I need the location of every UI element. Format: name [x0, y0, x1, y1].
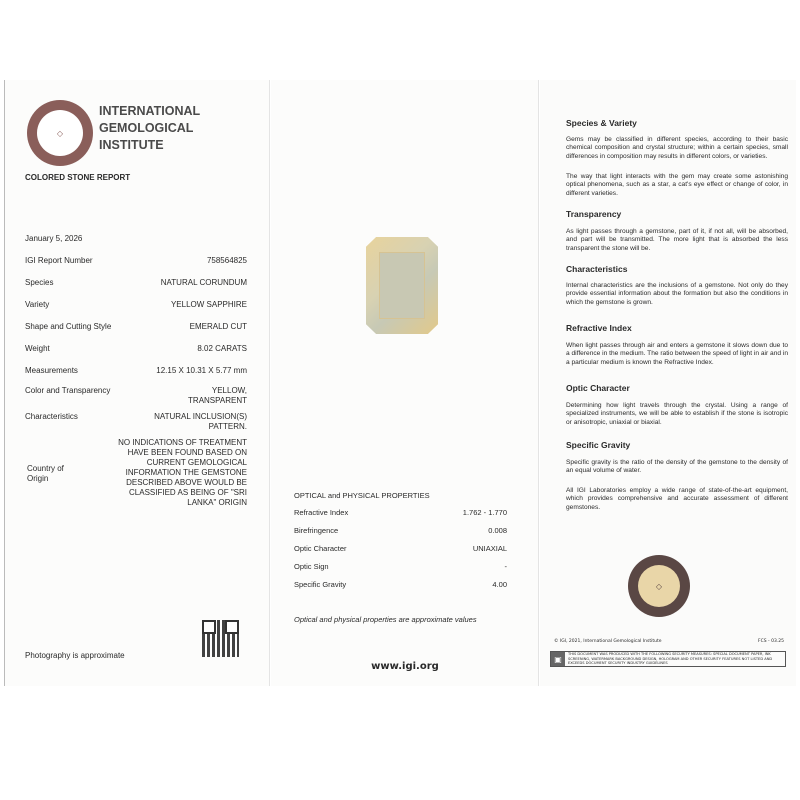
section-paragraph: Specific gravity is the ratio of the density of the gemstone to the density of an equal volume of water. — [566, 459, 788, 475]
field-row — [25, 300, 247, 310]
igi-seal — [628, 555, 690, 617]
field-row — [25, 412, 247, 432]
field-label: Measurements — [25, 366, 78, 375]
section-heading: Characteristics — [566, 264, 628, 274]
property-label: Specific Gravity — [294, 580, 347, 589]
property-value: 0.008 — [488, 526, 507, 535]
copyright: © IGI, 2021, International Gemological Institute — [554, 639, 662, 644]
field-row — [25, 256, 247, 266]
field-value — [197, 344, 247, 354]
field-label: Characteristics — [25, 412, 78, 421]
field-label: Shape and Cutting Style — [25, 322, 112, 331]
section-heading: Specific Gravity — [566, 440, 631, 450]
report-date — [25, 234, 247, 244]
field-row — [25, 366, 247, 376]
value-line: 758564825 — [206, 256, 247, 265]
section-paragraph: Internal characteristics are the inclusions of a gemstone. Not only do they provide essential information about the formation but also the conditions in which the gemstone is grown. — [566, 282, 788, 306]
brand-name — [99, 103, 200, 154]
section-heading: Refractive Index — [566, 323, 632, 333]
properties-note — [294, 615, 507, 624]
section-paragraph: Gems may be classified in different species, according to their basic chemical composition and crystal structure; within a certain species, small differences in composition may results in different colors, or varieties. — [566, 136, 788, 160]
section-heading: Optic Character — [566, 383, 630, 393]
section-heading: Transparency — [566, 209, 622, 219]
field-label: Species — [25, 278, 54, 287]
photo-note-text: Photography is approximate — [25, 651, 125, 660]
gemstone-photo — [366, 237, 438, 334]
property-row — [294, 508, 507, 517]
property-row — [294, 526, 507, 535]
value-line: NATURAL INCLUSION(S) — [154, 412, 247, 421]
value-line: YELLOW, — [211, 386, 247, 395]
diamond-icon: ◇ — [638, 565, 680, 607]
field-value — [161, 278, 247, 288]
field-label: Weight — [25, 344, 50, 353]
value-line: NATURAL CORUNDUM — [160, 278, 247, 287]
report-front-panel — [4, 80, 270, 686]
glossary-panel — [540, 80, 796, 686]
origin-label: Country of Origin — [27, 464, 64, 483]
property-value: UNIAXIAL — [472, 544, 507, 553]
property-row — [294, 580, 507, 589]
security-notice — [550, 651, 786, 667]
field-label: IGI Report Number — [25, 256, 93, 265]
footer — [554, 639, 784, 644]
field-value — [188, 386, 247, 406]
website-link[interactable]: www.igi.org — [371, 661, 439, 672]
brand-line: GEMOLOGICAL — [99, 121, 194, 135]
security-text: THIS DOCUMENT WAS PRODUCED WITH THE FOLLOWING SECURITY MEASURES: SPECIAL DOCUMENT PAPER, INK SCREENING, WATERMARK BACKGROUND DESIGN, HOLOGRAM AND OTHER SECURITY FEATURES NOT LISTED AND EXCEEDS DOCUMENT SECURITY INDUSTRY GUIDELINES — [568, 652, 773, 666]
property-label: Optic Sign — [294, 562, 329, 571]
field-row — [25, 322, 247, 332]
field-value — [207, 256, 247, 266]
value-line: YELLOW SAPPHIRE — [170, 300, 247, 309]
property-row — [294, 562, 507, 571]
field-value — [154, 412, 247, 432]
report-title: COLORED STONE REPORT — [25, 173, 131, 182]
document-lock-icon: ▣ — [551, 652, 565, 666]
section-heading: Species & Variety — [566, 118, 637, 128]
section-paragraph: When light passes through air and enters a gemstone it slows down due to a difference in the medium. The ratio between the speed of light in air and in a particular medium is known the Refractive Index. — [566, 342, 788, 366]
brand-line: INTERNATIONAL — [99, 104, 201, 118]
field-row — [25, 278, 247, 288]
property-label: Refractive Index — [294, 508, 349, 517]
property-value: 1.762 - 1.770 — [462, 508, 507, 517]
value-line: 12.15 X 10.31 X 5.77 mm — [156, 366, 247, 375]
field-row — [25, 344, 247, 354]
field-value — [190, 322, 247, 332]
field-value — [171, 300, 247, 310]
section-paragraph: All IGI Laboratories employ a wide range of state-of-the-art equipment, which provides comprehensive and accurate assessment of different gemstones. — [566, 487, 788, 511]
section-paragraph: The way that light interacts with the gem may create some astonishing optical phenomena, such as a star, a cat's eye effect or change of color, in different varieties. — [566, 173, 788, 197]
property-label: Birefringence — [294, 526, 339, 535]
value-line: 8.02 CARATS — [197, 344, 247, 353]
section-paragraph: Determining how light travels through the crystal. Using a range of specialized instruments, we will be able to establish if the stone is isotropic or anisotropic, uniaxial or biaxial. — [566, 402, 788, 426]
value-line: PATTERN. — [208, 422, 247, 431]
photo-note — [25, 651, 247, 661]
field-value — [156, 366, 247, 376]
property-label: Optic Character — [294, 544, 347, 553]
igi-seal-logo — [27, 100, 93, 166]
note-text: Optical and physical properties are approximate values — [294, 615, 477, 624]
field-row — [25, 386, 247, 406]
properties-title — [294, 491, 507, 500]
section-paragraph: As light passes through a gemstone, part of it, if not all, will be absorbed, and part will be transmitted. The more light that is absorbed the less transparent the stone will be. — [566, 228, 788, 252]
properties-title-text: OPTICAL and PHYSICAL PROPERTIES — [294, 491, 430, 500]
property-row — [294, 544, 507, 553]
value-line: TRANSPARENT — [188, 396, 247, 405]
date-text: January 5, 2026 — [25, 234, 83, 243]
origin-statement: NO INDICATIONS OF TREATMENT HAVE BEEN FOUND BASED ON CURRENT GEMOLOGICAL INFORMATION THE GEMSTONE DESCRIBED ABOVE WOULD BE CLASSIFIED AS BEING OF "SRI LANKA" ORIGIN — [118, 438, 247, 507]
form-code: FCS - 03.25 — [758, 639, 784, 644]
diamond-icon: ◇ — [37, 110, 83, 156]
property-value: - — [504, 562, 507, 571]
value-line: EMERALD CUT — [189, 322, 247, 331]
field-label: Variety — [25, 300, 50, 309]
properties-panel — [271, 80, 539, 686]
property-value: 4.00 — [492, 580, 507, 589]
brand-line: INSTITUTE — [99, 138, 164, 152]
field-label: Color and Transparency — [25, 386, 111, 395]
